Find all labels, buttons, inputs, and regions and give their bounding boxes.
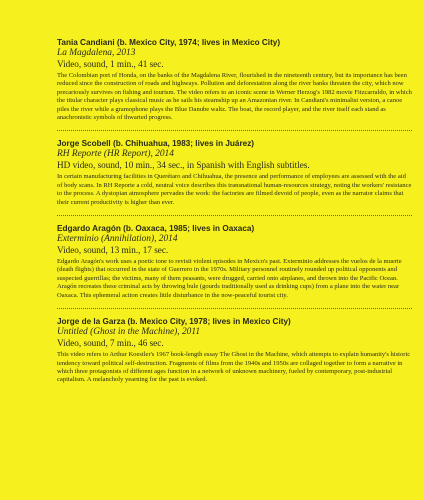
artwork-description: In certain manufacturing facilities in Querétaro and Chihuahua, the presence and performance of employees are assessed with the aid of body scans. In RH Reporte a cold, neutral voice describes this transnational human-resources strategy, noting the workers' resistance to the process. A dystopian atmosphere pervades the work: the factories are filmed devoid of people, even as the narrator claims that their current productivity is higher than ever. [57, 173, 412, 206]
artwork-meta: Video, sound, 13 min., 17 sec. [57, 244, 169, 255]
artwork-title: Exterminio (Annihilation), 2014 [57, 234, 178, 245]
artwork-meta: HD video, sound, 10 min., 34 sec., in Spanish with English subtitles. [57, 159, 310, 170]
artwork-entry [57, 139, 412, 207]
artwork-entry [57, 317, 412, 385]
artwork-description: This video refers to Arthur Koestler's 1967 book-length essay The Ghost in the Machine, which attempts to explain humanity's historic tendency toward political self-destruction. Fragments of films from the 1940s and 1950s are collaged together to form a narrative in which three protagonists of different ages function in a network of unknown machinery, fueled by contemporary, post-industrial capitalism. A melancholy yearning for the past is evoked. [57, 351, 411, 384]
artwork-description: The Colombian port of Honda, on the banks of the Magdalena River, flourished in the nineteenth century, but its importance has been reduced since the construction of roads and highways. Pollution and deforestation along the river banks threaten the city, which now precariously survives on fishing and tourism. The video refers to an iconic scene in Werner Herzog's 1982 movie Fitzcarraldo, in which the titular character plays classical music as he sails his steamship up an Amazonian river. In Candiani's minimalist version, a canoe piles the river while a gramophone plays the Blue Danube waltz. The boat, the record player, and the river itself each stand as anachronistic symbols of thwarted progress. [57, 72, 412, 122]
artwork-title: RH Reporte (HR Report), 2014 [57, 149, 174, 160]
artist-line: Tania Candiani (b. Mexico City, 1974; lives in Mexico City) [57, 38, 281, 47]
artwork-title: La Magdalena, 2013 [57, 48, 136, 58]
artwork-entry [57, 224, 412, 300]
artwork-entry [57, 38, 412, 122]
artist-line: Jorge de la Garza (b. Mexico City, 1978; lives in Mexico City) [57, 317, 291, 327]
artist-line: Edgardo Aragón (b. Oaxaca, 1985; lives in Oaxaca) [57, 224, 255, 234]
artwork-meta: Video, sound, 7 min., 46 sec. [57, 337, 164, 348]
artist-line: Jorge Scobell (b. Chihuahua, 1983; lives in Juárez) [57, 139, 255, 149]
artwork-meta: Video, sound, 1 min., 41 sec. [57, 58, 164, 69]
divider [57, 130, 412, 131]
divider [57, 308, 412, 309]
artwork-description: Edgardo Aragón's work uses a poetic tone to revisit violent episodes in Mexico's past. Exterminio addresses the vuelos de la muerte (death flights) that occurred in the state of Guerrero in the 1970s. Military personnel routinely rounded up political opponents and suspected guerrillas; the victims, many of them peasants, were drugged, carried onto airplanes, and thrown into the Pacific Ocean. Aragón recreates these criminal acts by throwing bule (gourds traditionally used as drinking cups) from a plane into the water near Oaxaca. This ephemeral action creates little disturbance in the now-peaceful tourist city. [57, 258, 402, 299]
artwork-title: Untitled (Ghost in the Machine), 2011 [57, 327, 201, 338]
divider [57, 215, 412, 216]
